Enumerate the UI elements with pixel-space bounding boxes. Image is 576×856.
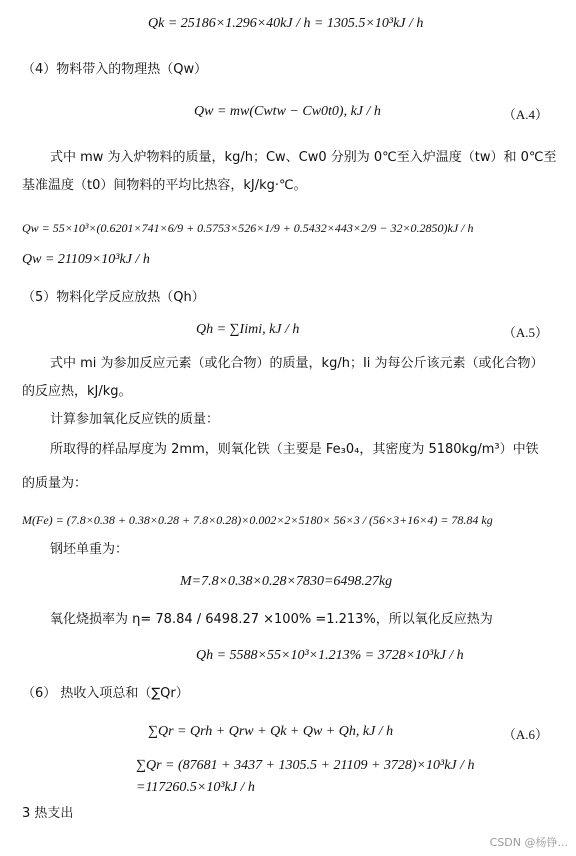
paragraph-billet-weight-label: 钢坯单重为： — [50, 542, 129, 557]
heading-total-heat-income: （6） 热收入项总和（∑Qr） — [22, 686, 189, 701]
eq-a5: Qh = ∑Iimi, kJ / h — [196, 322, 300, 337]
eq-total-calc: ∑Qr = (87681 + 3437 + 1305.5 + 21109 + 3728)×10³kJ / h — [136, 758, 475, 773]
watermark-text: CSDN @杨铮... — [489, 836, 568, 849]
eq-qk-result: Qk = 25186×1.296×40kJ / h = 1305.5×10³kJ / h — [148, 16, 424, 31]
paragraph-a4-where-2: 基准温度（t0）间物料的平均比热容，kJ/kg·℃。 — [22, 178, 307, 193]
eq-a4: Qw = mw(Cwtw − Cw0t0), kJ / h — [194, 104, 381, 119]
paragraph-oxidized-iron-mass: 计算参加氧化反应铁的质量： — [50, 412, 220, 427]
paragraph-burn-loss-rate: 氧化烧损率为 η= 78.84 / 6498.27 ×100% =1.213%，所以氧化反应热为 — [50, 612, 493, 627]
paragraph-a5-where-2: 的反应热，kJ/kg。 — [22, 384, 132, 399]
eq-qw-result: Qw = 21109×10³kJ / h — [22, 252, 150, 267]
eq-iron-mass: M(Fe) = (7.8×0.38 + 0.38×0.28 + 7.8×0.28)×0.002×2×5180× 56×3 / (56×3+16×4) = 78.84 kg — [22, 513, 493, 527]
eq-qh-result: Qh = 5588×55×10³×1.213% = 3728×10³kJ / h — [196, 648, 464, 663]
heading-chemical-reaction-heat: （5）物料化学反应放热（Qh） — [22, 290, 205, 305]
paragraph-a5-where-1: 式中 mi 为参加反应元素（或化合物）的质量，kg/h；Ii 为每公斤该元素（或化合物） — [50, 356, 544, 371]
eq-billet-weight: M=7.8×0.38×0.28×7830=6498.27kg — [180, 574, 393, 589]
heading-material-physical-heat: （4）物料带入的物理热（Qw） — [22, 62, 208, 77]
paragraph-sample-thickness: 所取得的样品厚度为 2mm，则氧化铁（主要是 Fe₃0₄，其密度为 5180kg/m³）中铁 — [50, 442, 539, 457]
eq-a4-number: （A.4） — [502, 107, 548, 122]
heading-heat-expenditure: 3 热支出 — [22, 806, 74, 821]
paragraph-a4-where-1: 式中 mw 为入炉物料的质量，kg/h；Cw、Cw0 分别为 0℃至入炉温度（tw）和 0℃至 — [50, 150, 557, 165]
eq-total-result: =117260.5×10³kJ / h — [136, 780, 255, 795]
eq-qw-calc: Qw = 55×10³×(0.6201×741×6/9 + 0.5753×526×1/9 + 0.5432×443×2/9 − 32×0.2850)kJ / h — [22, 221, 474, 235]
eq-a6: ∑Qr = Qrh + Qrw + Qk + Qw + Qh, kJ / h — [148, 724, 394, 739]
paragraph-iron-mass-label: 的质量为： — [22, 476, 88, 491]
eq-a5-number: （A.5） — [502, 325, 548, 340]
eq-a6-number: （A.6） — [502, 727, 548, 742]
